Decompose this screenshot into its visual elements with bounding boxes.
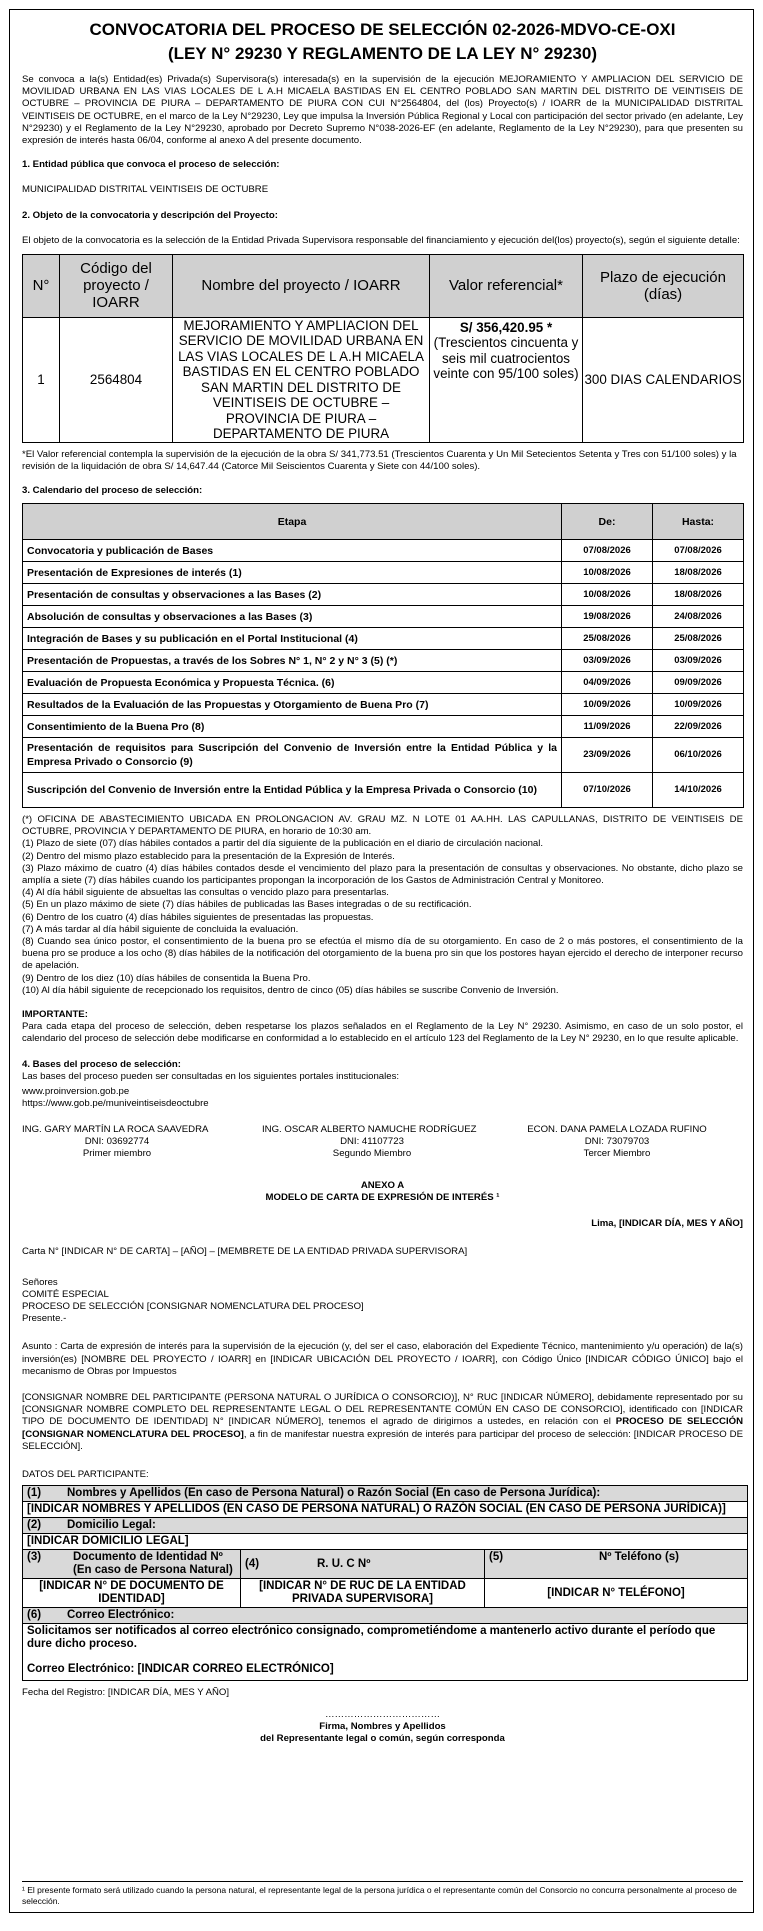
field-email-label: (6) Correo Electrónico: [23,1608,748,1624]
note: (*) OFICINA DE ABASTECIMIENTO UBICADA EN PROLONGACION AV. GRAU MZ. N LOTE 01 AA.HH. LAS CAPULLANAS, DISTRITO DE VEINTISEIS DE OCTUBRE, PROVINCIA Y DEPARTAMENTO DE PIURA, en horario de 10:30 am. [22,814,743,838]
table-row [23,540,744,562]
field-phone-value[interactable]: [INDICAR N° TELÉFONO] [485,1579,748,1608]
calendar-to-date: 07/08/2026 [653,540,744,562]
calendar-from-date: 04/09/2026 [562,672,653,694]
table-row [23,317,744,442]
calendar-stage: Convocatoria y publicación de Bases [23,540,562,562]
portal-link-proinversion[interactable]: www.proinversion.gob.pe [22,1085,130,1097]
calendar-from-date: 11/09/2026 [562,716,653,738]
note: (1) Plazo de siete (07) días hábiles contados a partir del día siguiente de la publicación en el diario de circulación nacional. [22,838,544,850]
table-row [23,628,744,650]
annex-title: ANEXO A [360,1180,405,1192]
section2-title: 2. Objeto de la convocatoria y descripción del Proyecto: [22,210,278,222]
table-row [23,650,744,672]
field-address-label: (2) Domicilio Legal: [23,1518,748,1534]
calendar-from-date: 23/09/2026 [562,738,653,773]
field-doc-label: Documento de Identidad Nº (En caso de Persona Natural) [69,1550,241,1579]
document-page [9,9,754,1913]
table-row [23,694,744,716]
project-table [22,254,744,443]
calendar-to-date: 18/08/2026 [653,584,744,606]
section4-title: 4. Bases del proceso de selección: [22,1059,181,1071]
cal-header-to: Hasta: [653,504,744,540]
field-ruc-value[interactable]: [INDICAR N° DE RUC DE LA ENTIDAD PRIVADA SUPERVISORA] [241,1579,485,1608]
doc-title-line1: CONVOCATORIA DEL PROCESO DE SELECCIÓN 02-2026-MDVO-CE-OXI [89,20,676,39]
note: (5) En un plazo máximo de siete (7) días hábiles de publicadas las Bases integradas o de su rectificación. [22,899,472,911]
field-ruc-n: (4) [241,1550,288,1579]
section4-text: Las bases del proceso pueden ser consultadas en los siguientes portales institucionales: [22,1071,400,1083]
col-header-code: Código del proyecto / IOARR [60,254,173,317]
calendar-from-date: 10/09/2026 [562,694,653,716]
place-date: Lima, [INDICAR DÍA, MES Y AÑO] [591,1218,743,1230]
field-doc-value[interactable]: [INDICAR N° DE DOCUMENTO DE IDENTIDAD] [23,1579,241,1608]
section1-title: 1. Entidad pública que convoca el proceso de selección: [22,159,280,171]
value-amount: S/ 356,420.95 * [459,319,553,335]
note: (9) Dentro de los diez (10) días hábiles de consentida la Buena Pro. [22,972,311,984]
cell-code: 2564804 [60,317,173,442]
note: (10) Al día hábil siguiente de recepcionado los requisitos, dentro de cinco (05) días hábiles se suscribe Convenio de Inversión. [22,984,559,996]
calendar-to-date: 22/09/2026 [653,716,744,738]
calendar-stage: Suscripción del Convenio de Inversión entre la Entidad Pública y la Empresa Privada o Consorcio (10) [23,773,562,808]
note: (7) A más tardar al día hábil siguiente de concluida la evaluación. [22,923,299,935]
calendar-from-date: 07/10/2026 [562,773,653,808]
field-email-value[interactable]: Correo Electrónico: [INDICAR CORREO ELECTRÓNICO] [27,1663,334,1676]
calendar-stage: Integración de Bases y su publicación en el Portal Institucional (4) [23,628,562,650]
email-consent-text: Solicitamos ser notificados al correo electrónico consignado, comprometiéndome a mantenerlo activo durante el período que dure dicho proceso. [27,1625,716,1651]
field-doc-n: (3) [23,1550,70,1579]
section1-value: MUNICIPALIDAD DISTRITAL VEINTISEIS DE OCTUBRE [22,184,269,196]
calendar-to-date: 06/10/2026 [653,738,744,773]
cal-header-from: De: [562,504,653,540]
participant-table [22,1485,748,1681]
table-row [23,606,744,628]
section2-text: El objeto de la convocatoria es la selección de la Entidad Privada Supervisora responsable del financiamiento y ejecución del(los) proyecto(s), según el siguiente detalle: [22,235,740,247]
table-row [23,584,744,606]
annex-subtitle: MODELO DE CARTA DE EXPRESIÓN DE INTERÉS ¹ [265,1192,500,1204]
calendar-stage: Presentación de Propuestas, a través de los Sobres N° 1, N° 2 y N° 3 (5) (*) [23,650,562,672]
signatures [22,1124,743,1160]
registration-date: Fecha del Registro: [INDICAR DÍA, MES Y AÑO] [22,1687,230,1699]
representative-signature: ……………………………… Firma, Nombres y Apellidos del Representante legal o común, según corresponda [260,1709,505,1745]
col-header-n: N° [23,254,60,317]
doc-title-line2: (LEY N° 29230 Y REGLAMENTO DE LA LEY N° 29230) [168,44,597,63]
calendar-to-date: 10/09/2026 [653,694,744,716]
cell-n: 1 [23,317,60,442]
section3-title: 3. Calendario del proceso de selección: [22,485,203,497]
calendar-notes [22,814,743,997]
value-footnote: *El Valor referencial contempla la supervisión de la ejecución de la obra S/ 341,773.51 (Trescientos Cuarenta y Un Mil Setecientos Setenta y Tres con 51/100 soles) y la revisión de la liquidación de obra S/ 14,647.44 (Catorce Mil Seiscientos Cuarenta y Siete con 44/100 soles). [22,448,737,472]
table-row [23,716,744,738]
cell-value [430,317,583,442]
col-header-name: Nombre del proyecto / IOARR [173,254,430,317]
col-header-value: Valor referencial* [430,254,583,317]
calendar-to-date: 24/08/2026 [653,606,744,628]
calendar-stage: Absolución de consultas y observaciones a las Bases (3) [23,606,562,628]
col-header-term: Plazo de ejecución (días) [583,254,744,317]
page-footnote: ¹ El presente formato será utilizado cuando la persona natural, el representante legal de la persona jurídica o el representante común del Consorcio no concurra personalmente al proceso de selección. [22,1881,743,1906]
calendar-from-date: 19/08/2026 [562,606,653,628]
calendar-to-date: 25/08/2026 [653,628,744,650]
letter-subject: Asunto : Carta de expresión de interés para la supervisión de la ejecución (y, del ser el caso, elaboración del Expediente Técnico, mantenimiento y/u operación) de la(s) inversión(es) [NOMBRE DEL PROYECTO / IOARR] en [INDICAR UBICACIÓN DEL PROYECTO / IOARR], con Código Único [INDICAR CÓDIGO ÚNICO] bajo el mecanismo de Obras por Impuestos [22,1341,743,1377]
field-phone-n: (5) [485,1550,532,1579]
letter-number: Carta N° [INDICAR N° DE CARTA] – [AÑO] – [MEMBRETE DE LA ENTIDAD PRIVADA SUPERVISORA] [22,1246,468,1258]
calendar-stage: Resultados de la Evaluación de las Propuestas y Otorgamiento de Buena Pro (7) [23,694,562,716]
value-in-words: (Trescientos cincuenta y seis mil cuatrocientos veinte con 95/100 soles) [433,335,579,382]
calendar-stage: Presentación de Expresiones de interés (1) [23,562,562,584]
calendar-to-date: 14/10/2026 [653,773,744,808]
note: (4) Al día hábil siguiente de absueltas las consultas o vencido plazo para presentarlas. [22,887,389,899]
calendar-to-date: 18/08/2026 [653,562,744,584]
calendar-table [22,503,744,808]
important-title: IMPORTANTE: [22,1009,88,1021]
intro-paragraph: Se convoca a la(s) Entidad(es) Privada(s) Supervisora(s) interesada(s) en la supervisión de la ejecución MEJORAMIENTO Y AMPLIACION DEL SERVICIO DE MOVILIDAD URBANA EN LAS VIAS LOCALES DE L A.H MICAELA BASTIDAS EN EL CENTRO POBLADO SAN MARTIN DEL DISTRITO DE VEINTISEIS DE OCTUBRE – PROVINCIA DE PIURA – DEPARTAMENTO DE PIURA CON CUI N°2564804, del (los) Proyecto(s) / IOARR de la MUNICIPALIDAD DISTRITAL VEINTISEIS DE OCTUBRE, en el marco de la Ley N°29230, Ley que impulsa la Inversión Pública Regional y Local con participación del sector privado (en adelante, Ley N°29230) y el Reglamento de la Ley N°29230, aprobado por Decreto Supremo N°038-2026-EF (en adelante, Reglamento de la Ley N°29230), para que presenten su expresión de interés hasta 06/04, conforme al anexo A del presente documento. [22,74,743,147]
field-email-block [23,1624,748,1681]
note: (3) Plazo máximo de cuatro (4) días hábiles contados desde el vencimiento del plazo para la presentación de consultas y observaciones. No obstante, dicho plazo se amplía a siete (7) días hábiles cuando los participantes propongan la incorporación de los Gastos de Administración Central y Monitoreo. [22,862,743,887]
table-row [23,672,744,694]
field-phone-label: Nº Teléfono (s) [531,1550,748,1579]
letter-body: [CONSIGNAR NOMBRE DEL PARTICIPANTE (PERSONA NATURAL O JURÍDICA O CONSORCIO)], N° RUC [INDICAR NÚMERO], debidamente representado por su [CONSIGNAR NOMBRE COMPLETO DEL REPRESENTANTE LEGAL O DEL REPRESENTANTE COMÚN EN CASO DE CONSORCIO], identificado con [INDICAR TIPO DE DOCUMENTO DE IDENTIDAD] N° [INDICAR NÚMERO], tenemos el agrado de dirigirnos a ustedes, en relación con el PROCESO DE SELECCIÓN [CONSIGNAR NOMENCLATURA DEL PROCESO], a fin de manifestar nuestra expresión de interés para participar del proceso de selección: [INDICAR PROCESO DE SELECCIÓN]. [22,1391,744,1452]
calendar-from-date: 03/09/2026 [562,650,653,672]
calendar-to-date: 09/09/2026 [653,672,744,694]
note: (8) Cuando sea único postor, el consentimiento de la buena pro se efectúa el mismo día de su otorgamiento. En caso de 2 o más postores, el consentimiento de la buena pro se produce a los ocho (8) días hábiles de la notificación del otorgamiento de la buena pro sin que los postores hayan ejercido el derecho de interponer recurso de apelación. [22,936,743,972]
cal-header-stage: Etapa [23,504,562,540]
table-row [23,562,744,584]
addressee: Señores COMITÉ ESPECIAL PROCESO DE SELECCIÓN [CONSIGNAR NOMENCLATURA DEL PROCESO] Presente.- [22,1276,364,1325]
note: (2) Dentro del mismo plazo establecido para la presentación de la Expresión de Interés. [22,850,395,862]
note: (6) Dentro de los cuatro (4) días hábiles siguientes de presentadas las propuestas. [22,911,374,923]
field-name-label: (1) Nombres y Apellidos (En caso de Persona Natural) o Razón Social (En caso de Persona Jurídica): [23,1486,748,1502]
table-row [23,738,744,773]
calendar-to-date: 03/09/2026 [653,650,744,672]
field-ruc-label: R. U. C Nº [287,1550,485,1579]
table-row [23,773,744,808]
cell-term: 300 DIAS CALENDARIOS [583,317,744,442]
field-address-value[interactable]: [INDICAR DOMICILIO LEGAL] [23,1534,748,1550]
signature-2: ING. OSCAR ALBERTO NAMUCHE RODRÍGUEZ DNI: 41107723 Segundo Miembro [262,1124,477,1160]
calendar-from-date: 10/08/2026 [562,584,653,606]
important-text: Para cada etapa del proceso de selección, deben respetarse los plazos señalados en el Reglamento de la Ley N° 29230. Asimismo, en caso de un solo postor, el calendario del proceso de selección debe modificarse en conformidad a lo establecido en el artículo 123 del Reglamento de la Ley N° 29230, en lo que resulte aplicable. [22,1021,743,1045]
field-name-value[interactable]: [INDICAR NOMBRES Y APELLIDOS (EN CASO DE PERSONA NATURAL) O RAZÓN SOCIAL (EN CASO DE PERSONA JURÍDICA)] [23,1502,748,1518]
portal-link-municipality[interactable]: https://www.gob.pe/muniveintiseisdeoctubre [22,1097,209,1109]
participant-data-title: DATOS DEL PARTICIPANTE: [22,1468,149,1480]
calendar-from-date: 10/08/2026 [562,562,653,584]
calendar-stage: Presentación de consultas y observaciones a las Bases (2) [23,584,562,606]
signature-3: ECON. DANA PAMELA LOZADA RUFINO DNI: 73079703 Tercer Miembro [527,1124,707,1160]
calendar-from-date: 07/08/2026 [562,540,653,562]
calendar-stage: Presentación de requisitos para Suscripción del Convenio de Inversión entre la Entidad Pública y la Empresa Privado o Consorcio (9) [23,738,562,773]
cell-name: MEJORAMIENTO Y AMPLIACION DEL SERVICIO DE MOVILIDAD URBANA EN LAS VIAS LOCALES DE L A.H MICAELA BASTIDAS EN EL CENTRO POBLADO SAN MARTIN DEL DISTRITO DE VEINTISEIS DE OCTUBRE – PROVINCIA DE PIURA – DEPARTAMENTO DE PIURA [173,317,430,442]
calendar-stage: Evaluación de Propuesta Económica y Propuesta Técnica. (6) [23,672,562,694]
signature-1: ING. GARY MARTÍN LA ROCA SAAVEDRA DNI: 03692774 Primer miembro [22,1124,209,1160]
calendar-stage: Consentimiento de la Buena Pro (8) [23,716,562,738]
calendar-from-date: 25/08/2026 [562,628,653,650]
